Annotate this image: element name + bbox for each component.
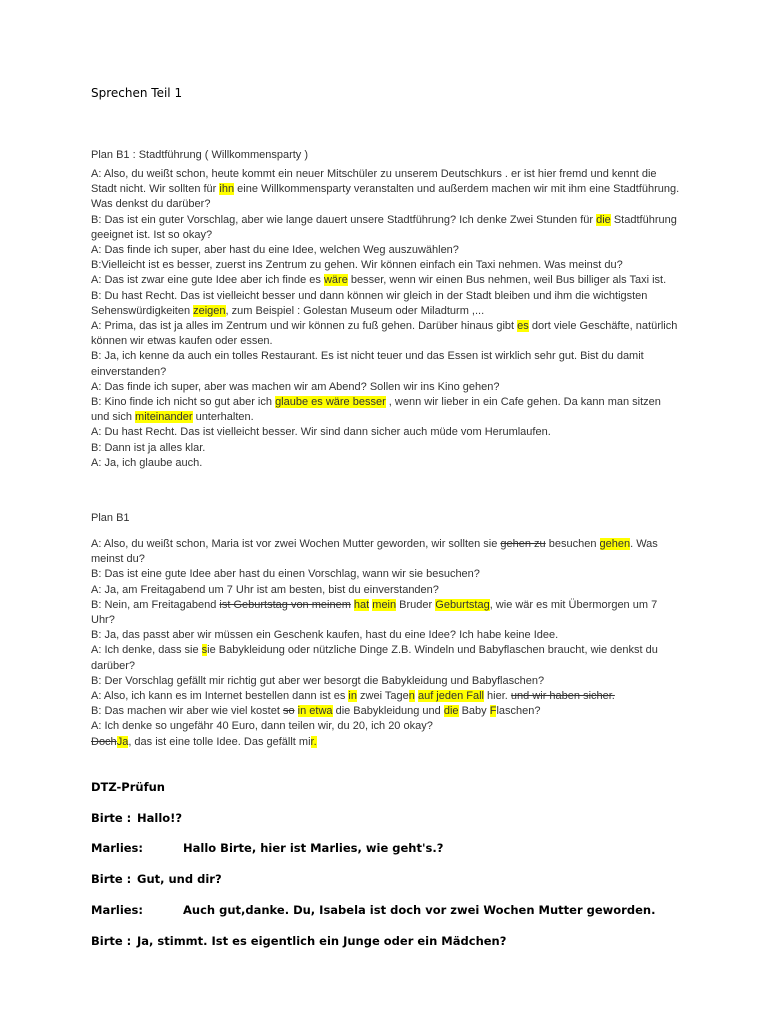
dtz-speaker: Marlies: [91, 841, 144, 855]
highlighted-text: mein [372, 598, 397, 611]
highlighted-text: hat [353, 598, 370, 611]
highlighted-text: Geburtstag [435, 598, 490, 611]
text-segment: hier. [484, 690, 511, 703]
dialogue-line [91, 583, 681, 598]
highlighted-text: glaube es wäre besser [275, 396, 386, 409]
text-segment: B: Der Vorschlag gefällt mir richtig gut aber wer besorgt die Babykleidung und Babyflaschen? [91, 674, 545, 687]
text-segment: Bruder [396, 598, 436, 611]
text-segment: A: Das finde ich super, aber hast du eine Idee, welchen Weg auszuwählen? [91, 244, 459, 257]
dialogue-line [91, 674, 681, 689]
highlighted-text: in etwa [297, 705, 333, 718]
highlighted-text: zeigen [193, 304, 226, 317]
highlighted-text: die [596, 213, 611, 226]
text-segment: Baby [458, 705, 490, 718]
dialogue-line [91, 289, 681, 319]
dialogue-line [91, 213, 681, 243]
highlighted-text: wäre [323, 274, 348, 287]
text-segment: eine Willkommensparty veranstalten und außerdem machen wir mit ihm eine Stadtführung. Was denkst du darüber? [91, 183, 680, 211]
dialogue-line [91, 735, 681, 750]
dtz-text: Hallo Birte, hier ist Marlies, wie geht's.? [183, 841, 444, 855]
struck-text: so [282, 705, 295, 718]
text-segment: A: Ja, am Freitagabend um 7 Uhr ist am besten, bist du einverstanden? [91, 583, 439, 596]
highlighted-text: n [408, 690, 415, 703]
dtz-row [91, 903, 691, 921]
text-segment: A: Also, du weißt schon, Maria ist vor zwei Wochen Mutter geworden, wir sollten sie [91, 538, 501, 550]
dialogue-line [91, 643, 681, 673]
highlighted-text: in [348, 690, 357, 703]
text-segment: , das ist eine tolle Idee. Das gefällt mi [128, 735, 311, 748]
text-segment: unterhalten. [192, 411, 254, 424]
text-segment: B: Ja, ich kenne da auch ein tolles Restaurant. Es ist nicht teuer und das Essen ist wirklich sehr gut. Bist du damit einverstanden? [91, 350, 644, 378]
text-segment: ie Babykleidung oder nützliche Dinge Z.B. Windeln und Babyflaschen braucht, wie denkst du darüber? [91, 644, 658, 672]
section2-heading: Plan B1 [91, 512, 130, 524]
dtz-row [91, 841, 691, 859]
dialogue-line [91, 243, 681, 258]
highlighted-text: Ja [116, 735, 129, 748]
dtz-row [91, 872, 691, 890]
highlighted-text: miteinander [135, 411, 193, 424]
highlighted-text: es [517, 320, 529, 333]
highlighted-text: die [443, 705, 459, 718]
text-segment: , wenn wir lieber in ein Cafe gehen. Da kann man sitzen und sich [91, 396, 661, 424]
page-title: Sprechen Teil 1 [91, 86, 183, 100]
dtz-text: Gut, und dir? [137, 872, 222, 886]
text-segment: A: Du hast Recht. Das ist vielleicht besser. Wir sind dann sicher auch müde vom Herumlaufen. [91, 426, 551, 439]
text-segment: B: Ja, das passt aber wir müssen ein Geschenk kaufen, hast du eine Idee? Ich habe keine Idee. [91, 629, 559, 642]
text-segment: B: Das ist eine gute Idee aber hast du einen Vorschlag, wann wir sie besuchen? [91, 568, 480, 581]
dialogue-line [91, 167, 681, 213]
text-segment: B: Das ist ein guter Vorschlag, aber wie lange dauert unsere Stadtführung? Ich denke Zwei Stunden für [91, 213, 597, 226]
dialogue-line [91, 319, 681, 349]
dialogue-line [91, 537, 681, 567]
text-segment: , zum Beispiel : Golestan Museum oder Miladturm ,... [225, 304, 485, 317]
text-segment: zwei Tage [356, 690, 409, 703]
text-segment: B: Nein, am Freitagabend [91, 598, 220, 611]
text-segment: B: Du hast Recht. Das ist vielleicht besser und dann können wir gleich in der Stadt bleiben und ihm die wichtigsten Sehenswürdigkeiten [91, 289, 648, 317]
text-segment: , wie wär es mit Übermorgen um 7 Uhr? [91, 598, 658, 627]
text-segment: die Babykleidung und [332, 705, 444, 718]
text-segment: besser, wenn wir einen Bus nehmen, weil Bus billiger als Taxi ist. [347, 274, 667, 287]
struck-text: und wir haben sicher. [510, 690, 615, 703]
text-segment: A: Ich denke so ungefähr 40 Euro, dann teilen wir, du 20, ich 20 okay? [91, 720, 433, 733]
dialogue-line [91, 273, 681, 288]
dialogue-line [91, 441, 681, 456]
dtz-speaker: Birte : [91, 872, 132, 886]
dtz-row [91, 811, 691, 829]
text-segment: B: Kino finde ich nicht so gut aber ich [91, 396, 276, 409]
text-segment: B: Das machen wir aber wie viel kostet [91, 705, 283, 718]
highlighted-text: F [489, 705, 497, 718]
dialogue-line [91, 456, 681, 471]
highlighted-text: gehen [599, 538, 631, 550]
dtz-speaker: Birte : [91, 934, 132, 948]
dtz-text: Ja, stimmt. Ist es eigentlich ein Junge oder ein Mädchen? [137, 934, 507, 948]
text-segment: A: Das finde ich super, aber was machen wir am Abend? Sollen wir ins Kino gehen? [91, 380, 500, 393]
text-segment: A: Prima, das ist ja alles im Zentrum und wir können zu fuß gehen. Darüber hinaus gibt [91, 320, 518, 333]
struck-text: ist Geburtstag von meinem [219, 598, 351, 611]
text-segment: Stadtführung geeignet ist. Ist so okay? [91, 213, 677, 241]
text-segment: laschen? [496, 705, 541, 718]
text-segment: dort viele Geschäfte, natürlich können wir etwas kaufen oder essen. [91, 320, 678, 348]
dialogue-line [91, 395, 681, 425]
text-segment: B:Vielleicht ist es besser, zuerst ins Zentrum zu gehen. Wir können einfach ein Taxi nehmen. Was meinst du? [91, 259, 623, 272]
text-segment: A: Das ist zwar eine gute Idee aber ich finde es [91, 274, 324, 287]
highlighted-text: s [201, 644, 208, 657]
text-segment: A: Also, du weißt schon, heute kommt ein neuer Mitschüler zu unserem Deutschkurs . er ist hier fremd und kennt die Stadt nicht. Wir sollten für [91, 168, 657, 196]
highlighted-text: auf jeden Fall [417, 690, 484, 703]
highlighted-text: ihn [219, 183, 235, 196]
dtz-row [91, 934, 691, 952]
text-segment: A: Ja, ich glaube auch. [91, 456, 203, 469]
dtz-text: Auch gut,danke. Du, Isabela ist doch vor zwei Wochen Mutter geworden. [183, 903, 656, 917]
text-segment: besuchen [545, 538, 600, 550]
dialogue-line [91, 628, 681, 643]
dtz-text: Hallo!? [137, 811, 183, 825]
text-segment: A: Also, ich kann es im Internet bestellen dann ist es [91, 690, 349, 703]
dialogue-line [91, 425, 681, 440]
section1-heading: Plan B1 : Stadtführung ( Willkommensparty ) [91, 149, 309, 161]
dtz-title: DTZ-Prüfun [91, 780, 165, 794]
dialogue-line [91, 704, 681, 719]
dialogue-line [91, 689, 681, 704]
dialogue-line [91, 258, 681, 273]
struck-text: gehen zu [500, 538, 546, 550]
text-segment: A: Ich denke, dass sie [91, 644, 202, 657]
section2-dialogue [91, 537, 681, 750]
dialogue-line [91, 719, 681, 734]
dialogue-line [91, 349, 681, 379]
dialogue-line [91, 380, 681, 395]
highlighted-text: r. [310, 735, 317, 748]
dialogue-line [91, 567, 681, 582]
section1-dialogue [91, 167, 681, 471]
struck-text: Doch [91, 735, 117, 748]
text-segment: . Was meinst du? [91, 538, 658, 566]
dtz-speaker: Marlies: [91, 903, 144, 917]
dtz-speaker: Birte : [91, 811, 132, 825]
dialogue-line [91, 598, 681, 628]
text-segment: B: Dann ist ja alles klar. [91, 441, 206, 454]
